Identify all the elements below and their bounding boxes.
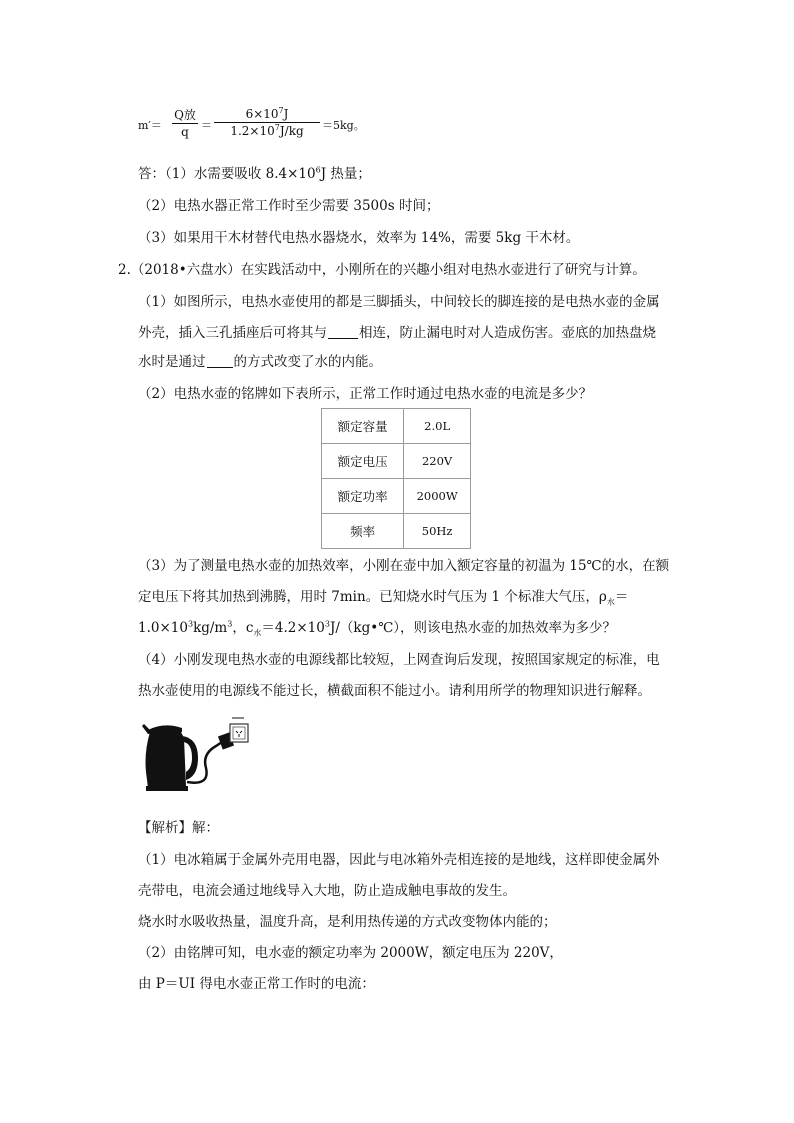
solution-2-line2: 由 P＝UI 得电水壶正常工作时的电流：: [138, 976, 375, 992]
solution-1-line3: 烧水时水吸收热量，温度升高，是利用热传递的方式改变物体内能的；: [138, 914, 557, 930]
formula-equals: ＝: [201, 119, 212, 132]
fraction-numerator: Q放: [174, 108, 196, 122]
table-row: 额定容量 2.0L: [322, 409, 471, 444]
q2-part3-line1: （3）为了测量电热水壶的加热效率，小刚在壶中加入额定容量的初温为 15℃的水，在额: [138, 558, 670, 574]
answer-blank[interactable]: [328, 324, 358, 339]
q2-part4-line1: （4）小刚发现电热水壶的电源线都比较短，上网查询后发现，按照国家规定的标准，电: [138, 652, 660, 668]
q2-part1-line3: 水时是通过 的方式改变了水的内能。: [138, 354, 382, 370]
fraction-numerator: $6\times 10^7J$: [245, 106, 289, 121]
formula-lhs: m′＝: [138, 119, 162, 132]
q2-part3-line3: $1.0\times 10^3kg/m^3$，$c_水=4.2\times 10^3J/(kg•℃)$，则该电热水壶的加热效率为多少？: [138, 619, 617, 638]
answer-blank[interactable]: [207, 353, 233, 368]
solution-1-line1: （1）电冰箱属于金属外壳用电器，因此与电冰箱外壳相连接的是地线，这样即使金属外: [138, 852, 660, 868]
q2-part1-line1: （1）如图所示，电热水壶使用的都是三脚插头，中间较长的脚连接的是电热水壶的金属: [138, 294, 660, 310]
formula-result: ＝5kg。: [322, 119, 365, 132]
q2-part2: （2）电热水壶的铭牌如下表所示，正常工作时通过电热水壶的电流是多少？: [138, 386, 593, 402]
q2-part3-line2: 定电压下将其加热到沸腾，用时 7min。已知烧水时气压为 1 个标准大气压，$\rho_水=$: [138, 589, 629, 607]
solution-title: 【解析】解：: [138, 820, 219, 836]
kettle-plug-figure: [140, 712, 250, 794]
fraction-q-over-q: [172, 107, 198, 140]
table-row: 额定功率 2000W: [322, 479, 471, 514]
fraction-denominator: $1.2\times 10^7J/kg$: [230, 123, 304, 138]
q2-part1-line2: 外壳，插入三孔插座后可将其与 相连，防止漏电时对人造成伤害。壶底的加热盘烧: [138, 325, 656, 341]
answer-line-1: 答：（1）水需要吸收 $8.4\times 10^6J$ 热量；: [138, 165, 371, 182]
solution-1-line2: 壳带电，电流会通过地线导入大地，防止造成触电事故的发生。: [138, 883, 516, 899]
solution-2-line1: （2）由铭牌可知，电水壶的额定功率为 2000W，额定电压为 220V，: [138, 945, 563, 961]
fraction-numeric: [214, 106, 320, 139]
table-row: 额定电压 220V: [322, 444, 471, 479]
answer-line-3: （3）如果用干木材替代电热水器烧水，效率为 14%，需要 5kg 干木材。: [138, 230, 580, 246]
q2-part4-line2: 热水壶使用的电源线不能过长，横截面积不能过小。请利用所学的物理知识进行解释。: [138, 683, 651, 699]
answer-line-2: （2）电热水器正常工作时至少需要 3500s 时间；: [138, 198, 440, 214]
question-2-header: 2.（2018•六盘水）在实践活动中，小刚所在的兴趣小组对电热水壶进行了研究与计算。: [118, 262, 646, 278]
nameplate-table: [321, 408, 471, 549]
fraction-denominator: q: [181, 125, 189, 139]
table-row: 频率 50Hz: [322, 514, 471, 549]
